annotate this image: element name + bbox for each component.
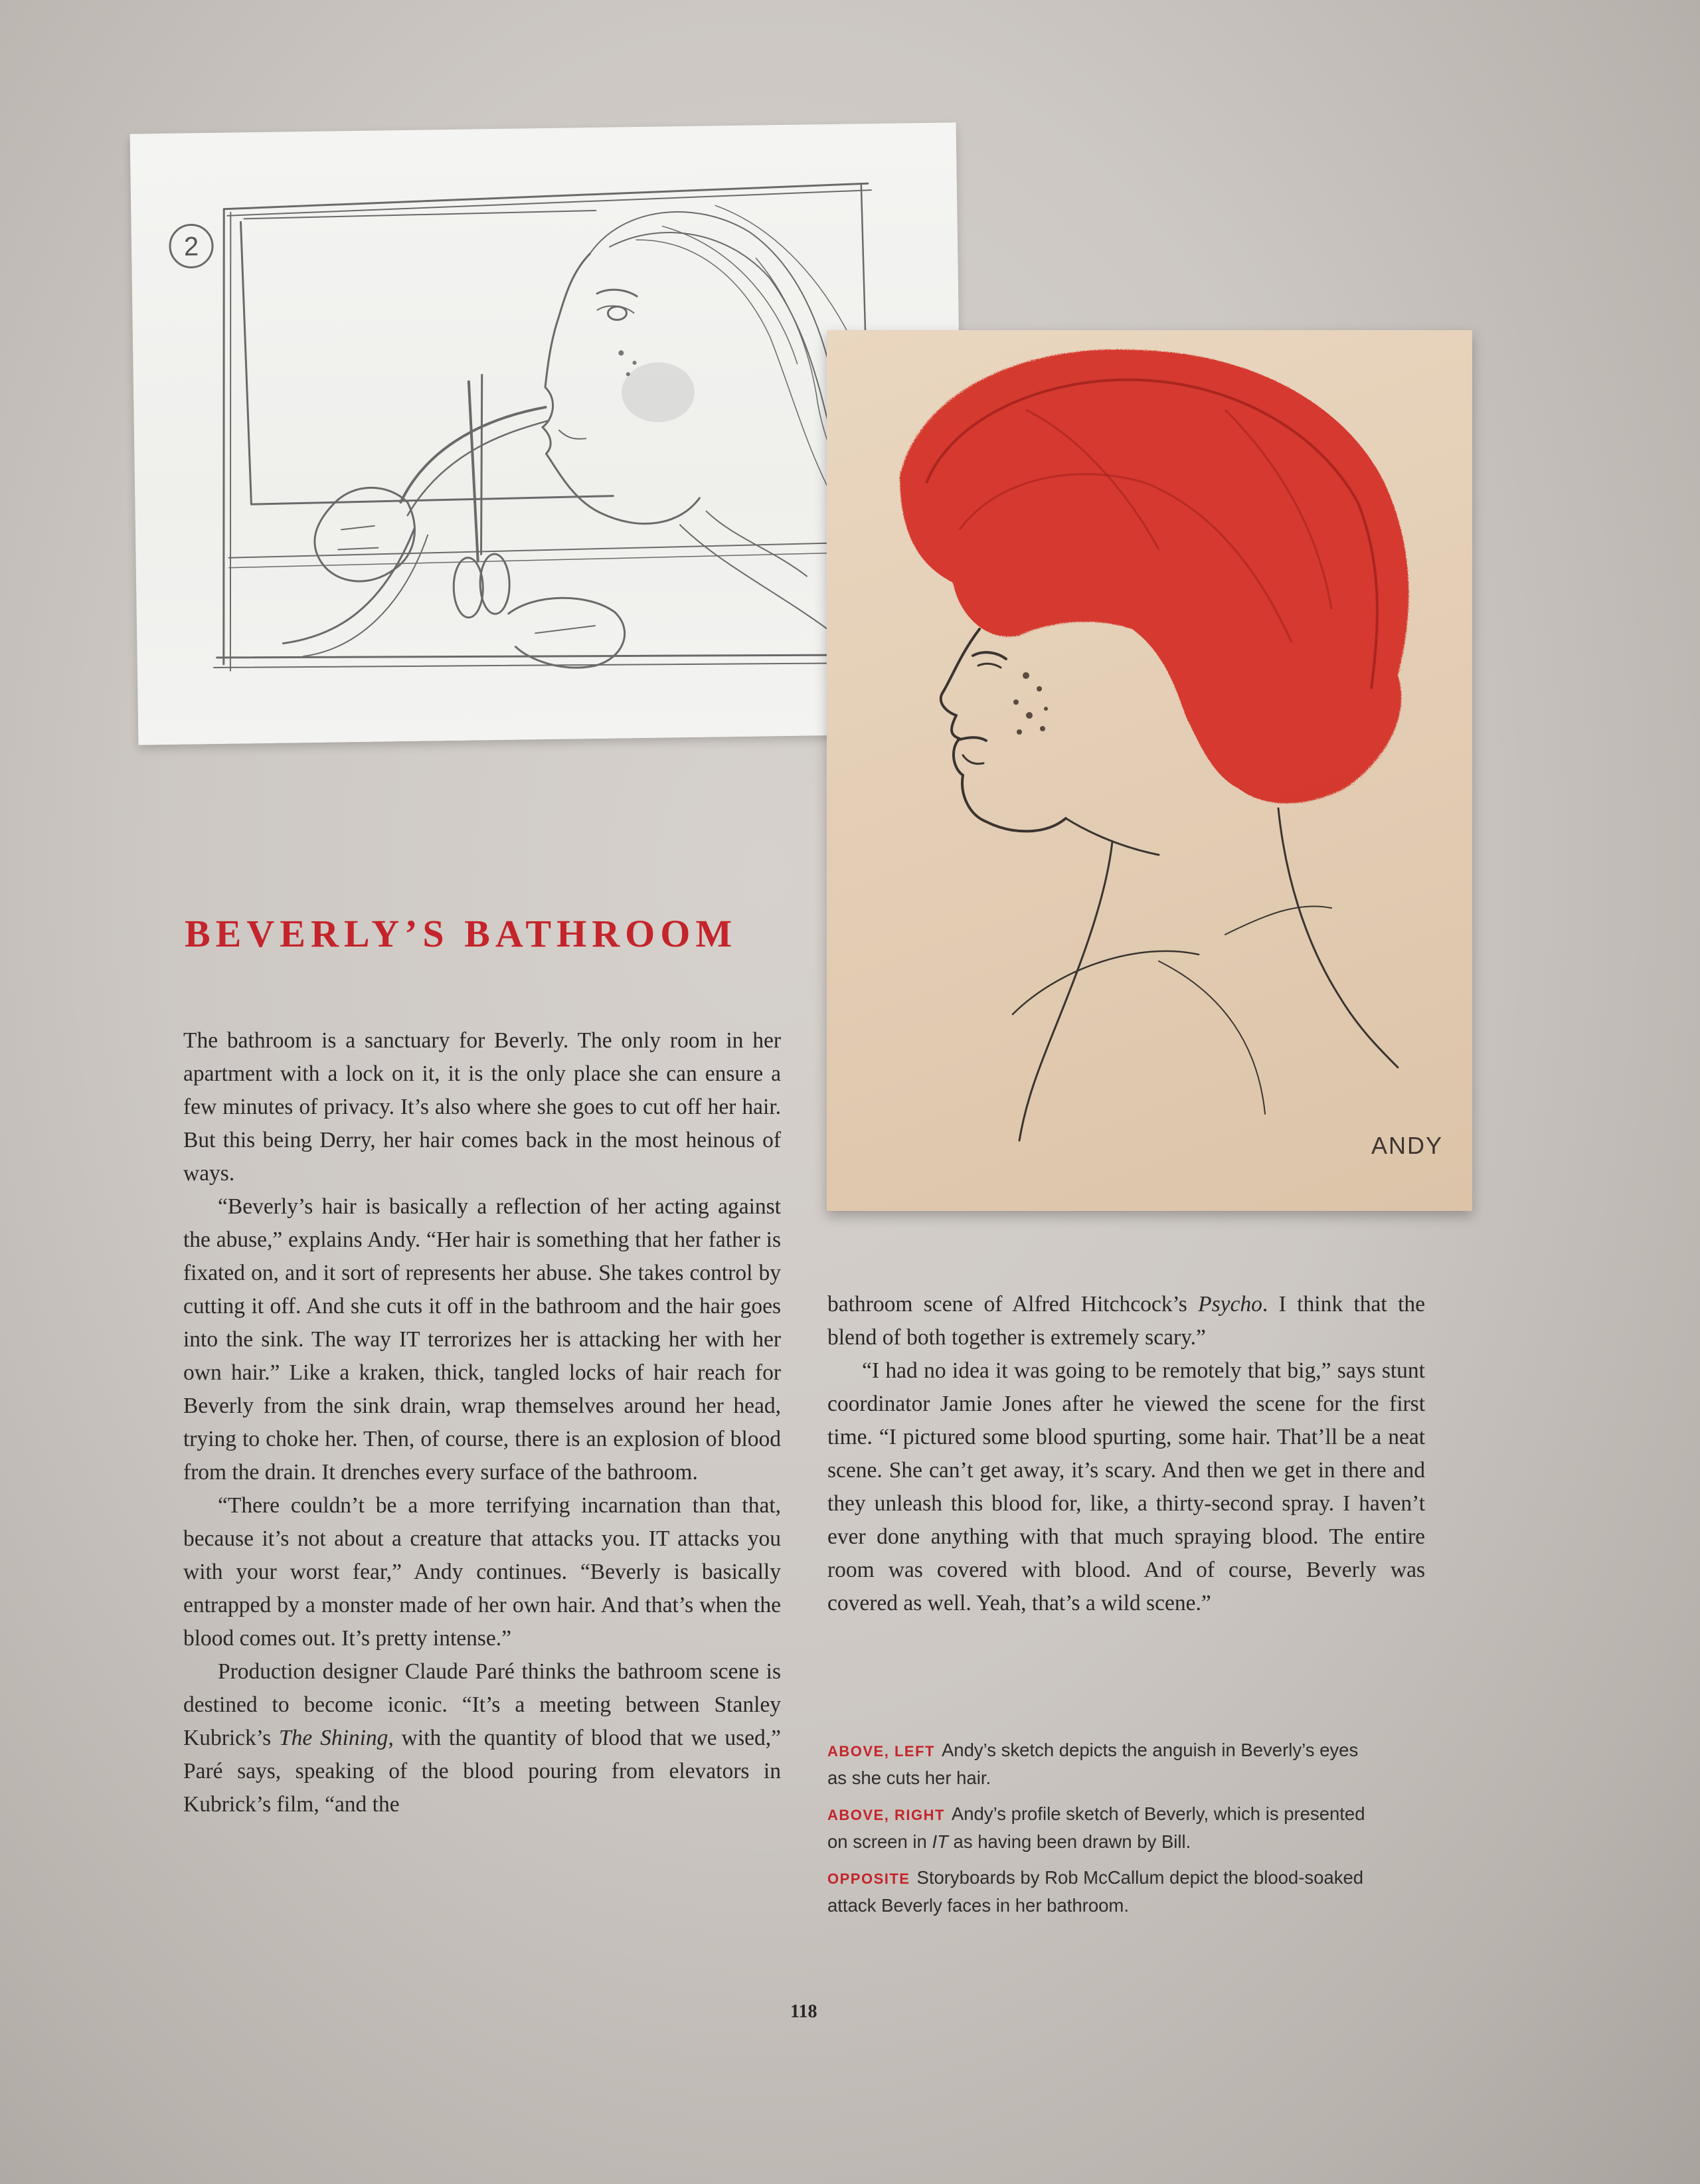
caption-label: OPPOSITE: [827, 1870, 910, 1887]
body-paragraph: “Beverly’s hair is basically a reflection of her acting against the abuse,” explains Andy. “Her hair is something that her father is fixated on, and it sort of represents her abuse. She takes control by cutting it off. And she cuts it off in the bathroom and the hair goes into the sink. The way IT terrorizes her is attacking her with her own hair.” Like a kraken, thick, tangled locks of hair reach for Beverly from the sink drain, wrap themselves around her head, trying to choke her. Then, of course, there is an explosion of blood from the drain. It drenches every surface of the bathroom.: [183, 1194, 781, 1485]
caption-text: Andy’s profile sketch of Beverly, which is presented on screen in: [827, 1803, 1365, 1852]
panel-number: 2: [183, 232, 199, 262]
text-run: , with the quantity of blood that we used,” Paré says, speaking of the blood pouring from elevators in Kubrick’s film, “and the: [183, 1726, 781, 1817]
caption-above-left: [827, 1737, 1372, 1791]
caption-above-right: [827, 1801, 1372, 1855]
body-paragraph: [183, 1655, 781, 1821]
body-paragraph: The bathroom is a sanctuary for Beverly. The only room in her apartment with a lock on it, it is the only place she can ensure a few minutes of privacy. It’s also where she goes to cut off her hair. But this being Derry, her hair comes back in the most heinous of ways.: [183, 1028, 781, 1186]
artist-signature: ANDY: [1371, 1132, 1444, 1159]
text-run: bathroom scene of Alfred Hitchcock’s: [827, 1292, 1199, 1317]
body-column-right: [827, 1288, 1425, 1620]
text-run: Production designer Claude Paré thinks the bathroom scene is destined to become iconic. “It’s a meeting between Stanley Kubrick’s: [183, 1659, 781, 1750]
colored-pencil-drawing: [827, 330, 1472, 1211]
caption-label: ABOVE, RIGHT: [827, 1807, 945, 1823]
body-paragraph: “There couldn’t be a more terrifying incarnation than that, because it’s not about a creature that attacks you. IT attacks you with your worst fear,” Andy continues. “Beverly is basically entrapped by a monster made of her own hair. And that’s when the blood comes out. It’s pretty intense.”: [183, 1493, 781, 1651]
caption-label: ABOVE, LEFT: [827, 1743, 935, 1760]
freckles: [1013, 672, 1048, 735]
page-title: BEVERLY’S BATHROOM: [185, 912, 738, 955]
page-number: 118: [790, 2001, 817, 2022]
caption-opposite: [827, 1865, 1372, 1919]
caption-italic: IT: [932, 1831, 948, 1852]
body-paragraph: [827, 1288, 1425, 1354]
body-column-left: [183, 1024, 781, 1821]
body-paragraph: “I had no idea it was going to be remotely that big,” says stunt coordinator Jamie Jones after he viewed the scene for the first time. “I pictured some blood spurting, some hair. That’ll be a neat scene. She can’t get away, it’s scary. And then we get in there and they unleash this blood for, like, a thirty-second spray. I haven’t ever done anything with that much spraying blood. The entire room was covered with blood. And of course, Beverly was covered as well. Yeah, that’s a wild scene.”: [827, 1358, 1425, 1615]
film-title: Psycho: [1198, 1292, 1262, 1317]
caption-text: Storyboards by Rob McCallum depict the blood-soaked attack Beverly faces in her bathroom.: [827, 1867, 1364, 1916]
text-run: . I think that the blend of both together is extremely scary.”: [827, 1292, 1425, 1350]
caption-text: as having been drawn by Bill.: [948, 1831, 1191, 1852]
profile-sketch-red-hair: [827, 330, 1472, 1211]
red-hair: [900, 349, 1408, 803]
image-captions: [827, 1737, 1372, 1928]
caption-text: Andy’s sketch depicts the anguish in Beverly’s eyes as she cuts her hair.: [827, 1740, 1359, 1788]
film-title: The Shining: [278, 1726, 388, 1750]
